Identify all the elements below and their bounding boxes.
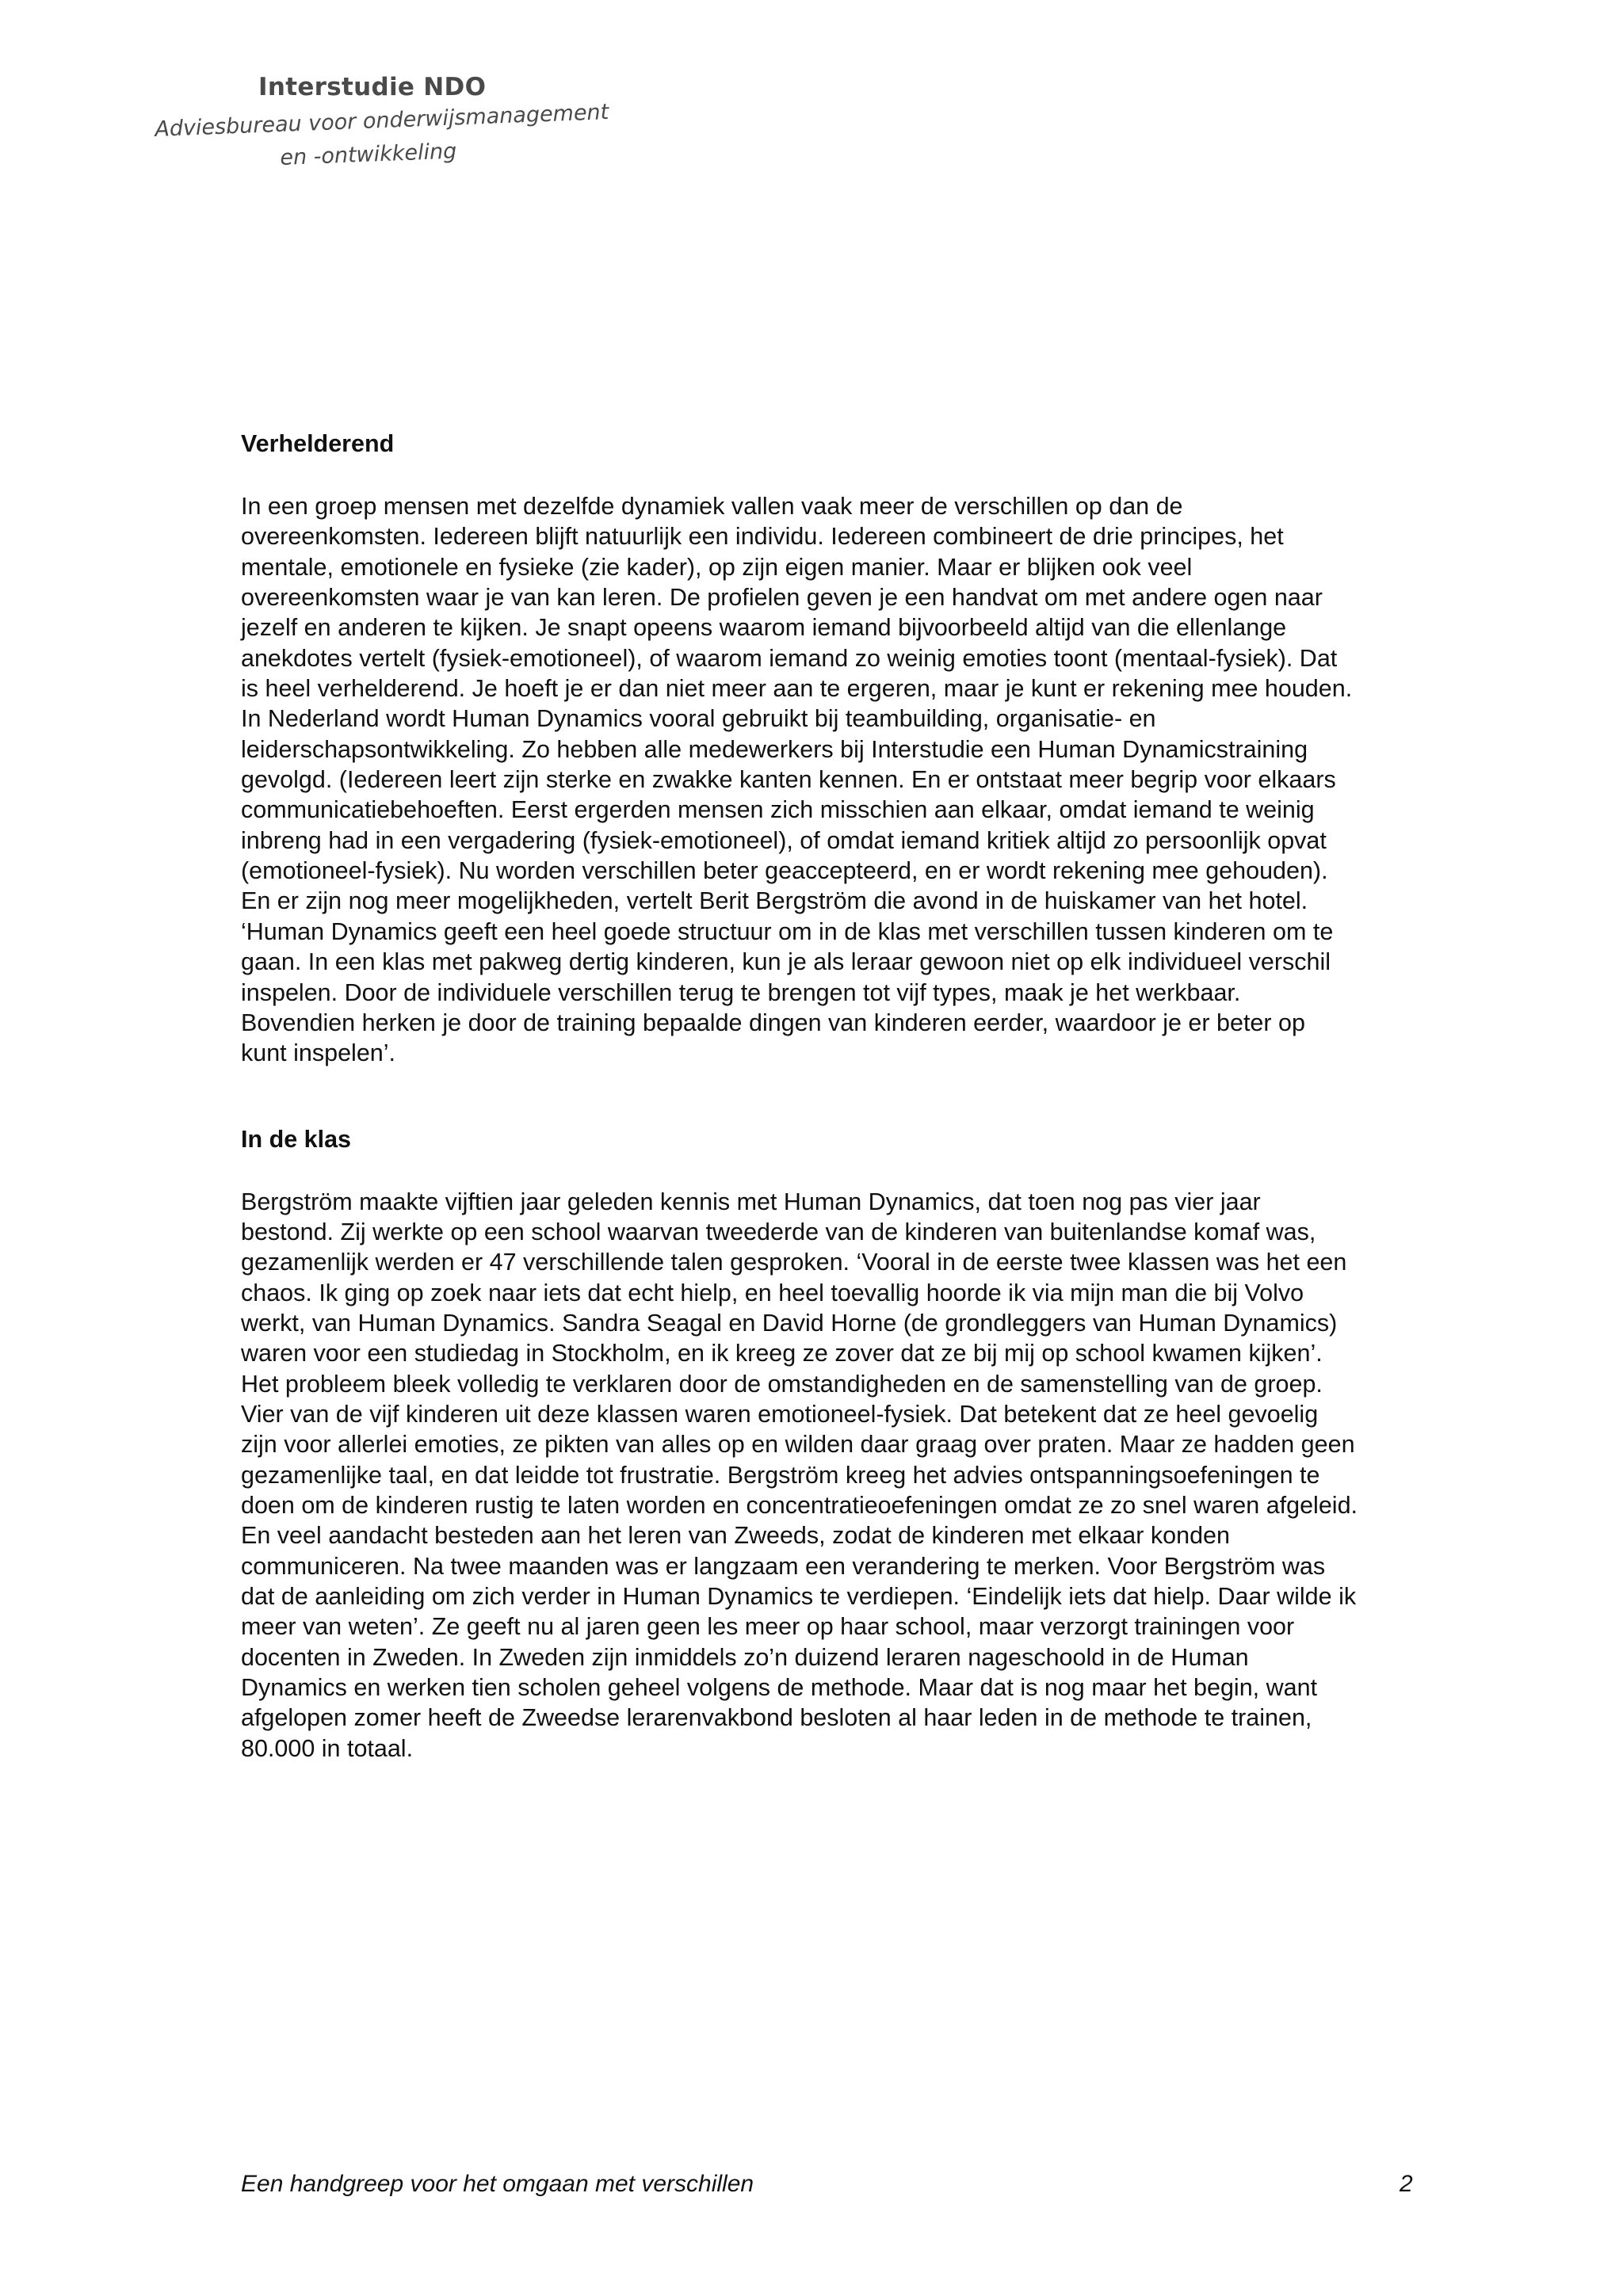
document-body [241, 429, 1509, 1764]
paragraph-line: overeenkomsten. Iedereen blijft natuurlijk een individu. Iedereen combineert de drie principes, het [241, 523, 1284, 551]
paragraph-line: communiceren. Na twee maanden was er langzaam een verandering te merken. Voor Bergström was [241, 1552, 1326, 1580]
logo-subtitle-line-1: Adviesbureau voor onderwijsmanagement [154, 100, 609, 142]
section-heading: Verhelderend [241, 430, 395, 457]
paragraph-line: communicatiebehoeften. Eerst ergerden mensen zich misschien aan elkaar, omdat iemand te weinig [241, 796, 1315, 824]
paragraph-line: is heel verhelderend. Je hoeft je er dan niet meer aan te ergeren, maar je kunt er rekening mee houden. [241, 675, 1353, 703]
footer-title: Een handgreep voor het omgaan met verschillen [241, 2171, 754, 2197]
paragraph-line: gezamenlijk werden er 47 verschillende talen gesproken. ‘Vooral in de eerste twee klassen was het een [241, 1249, 1347, 1276]
paragraph-line: gevolgd. (Iedereen leert zijn sterke en zwakke kanten kennen. En er ontstaat meer begrip voor elkaars [241, 766, 1336, 794]
paragraph-line: dat de aanleiding om zich verder in Human Dynamics te verdiepen. ‘Eindelijk iets dat hielp. Daar wilde ik [241, 1583, 1357, 1610]
logo-title: Interstudie NDO [258, 73, 487, 101]
paragraph-line: mentale, emotionele en fysieke (zie kader), op zijn eigen manier. Maar er blijken ook veel [241, 553, 1193, 581]
paragraph-line: In Nederland wordt Human Dynamics vooral gebruikt bij teambuilding, organisatie- en [241, 705, 1156, 733]
section-paragraph [241, 1187, 1509, 1764]
paragraph-line: Bovendien herken je door de training bepaalde dingen van kinderen eerder, waardoor je er beter op [241, 1009, 1305, 1036]
paragraph-line: werkt, van Human Dynamics. Sandra Seagal en David Horne (de grondleggers van Human Dynamics) [241, 1309, 1338, 1337]
paragraph-line: (emotioneel-fysiek). Nu worden verschillen beter geaccepteerd, en er wordt rekening mee gehouden). [241, 857, 1328, 885]
section-paragraph [241, 491, 1509, 1069]
paragraph-line: gaan. In een klas met pakweg dertig kinderen, kun je als leraar gewoon niet op elk individueel verschil [241, 948, 1331, 976]
paragraph-line: En veel aandacht besteden aan het leren van Zweeds, zodat de kinderen met elkaar konden [241, 1522, 1230, 1550]
paragraph-line: In een groep mensen met dezelfde dynamiek vallen vaak meer de verschillen op dan de [241, 493, 1183, 520]
paragraph-line: Het probleem bleek volledig te verklaren door de omstandigheden en de samenstelling van de groep. [241, 1370, 1323, 1398]
paragraph-line: Vier van de vijf kinderen uit deze klassen waren emotioneel-fysiek. Dat betekent dat ze heel gevoelig [241, 1400, 1319, 1428]
paragraph-line: En er zijn nog meer mogelijkheden, vertelt Berit Bergström die avond in de huiskamer van het hotel. [241, 887, 1308, 915]
page-number: 2 [1400, 2171, 1413, 2197]
paragraph-line: overeenkomsten waar je van kan leren. De profielen geven je een handvat om met andere ogen naar [241, 584, 1323, 612]
paragraph-line: bestond. Zij werkte op een school waarvan tweederde van de kinderen van buitenlandse komaf was, [241, 1218, 1316, 1245]
paragraph-line: 80.000 in totaal. [241, 1734, 414, 1762]
paragraph-line: ‘Human Dynamics geeft een heel goede structuur om in de klas met verschillen tussen kinderen om te [241, 917, 1334, 945]
logo [154, 73, 609, 184]
logo-subtitle-line-2: en -ontwikkeling [279, 139, 457, 170]
paragraph-line: kunt inspelen’. [241, 1039, 395, 1067]
section-heading: In de klas [241, 1125, 352, 1153]
paragraph-line: meer van weten’. Ze geeft nu al jaren geen les meer op haar school, maar verzorgt trainingen voor [241, 1613, 1295, 1641]
paragraph-line: jezelf en anderen te kijken. Je snapt opeens waarom iemand bijvoorbeeld altijd van die ellenlange [241, 614, 1287, 642]
paragraph-line: afgelopen zomer heeft de Zweedse lerarenvakbond besloten al haar leden in de methode te trainen, [241, 1704, 1312, 1732]
paragraph-line: anekdotes vertelt (fysiek-emotioneel), of waarom iemand zo weinig emoties toont (mentaal-fysiek). Dat [241, 644, 1338, 672]
paragraph-line: zijn voor allerlei emoties, ze pikten van alles op en wilden daar graag over praten. Maar ze hadden geen [241, 1431, 1355, 1459]
paragraph-line: inspelen. Door de individuele verschillen terug te brengen tot vijf types, maak je het werkbaar. [241, 978, 1241, 1006]
section-in-de-klas [241, 1124, 1509, 1764]
paragraph-line: waren voor een studiedag in Stockholm, en ik kreeg ze zover dat ze bij mij op school kwamen kijken’. [241, 1340, 1323, 1367]
paragraph-line: leiderschapsontwikkeling. Zo hebben alle medewerkers bij Interstudie een Human Dynamicstraining [241, 735, 1308, 763]
paragraph-line: gezamenlijke taal, en dat leidde tot frustratie. Bergström kreeg het advies ontspanningsoefeningen te [241, 1461, 1320, 1489]
paragraph-line: inbreng had in een vergadering (fysiek-emotioneel), of omdat iemand kritiek altijd zo persoonlijk opvat [241, 826, 1327, 854]
paragraph-line: docenten in Zweden. In Zweden zijn inmiddels zo’n duizend leraren nageschoold in de Human [241, 1643, 1249, 1671]
paragraph-line: chaos. Ik ging op zoek naar iets dat echt hielp, en heel toevallig hoorde ik via mijn man die bij Volvo [241, 1279, 1304, 1306]
paragraph-line: doen om de kinderen rustig te laten worden en concentratieoefeningen omdat ze zo snel waren afgeleid. [241, 1491, 1358, 1519]
paragraph-line: Dynamics en werken tien scholen geheel volgens de methode. Maar dat is nog maar het begin, want [241, 1674, 1318, 1702]
paragraph-line: Bergström maakte vijftien jaar geleden kennis met Human Dynamics, dat toen nog pas vier jaar [241, 1188, 1261, 1215]
section-verhelderend [241, 429, 1509, 1069]
